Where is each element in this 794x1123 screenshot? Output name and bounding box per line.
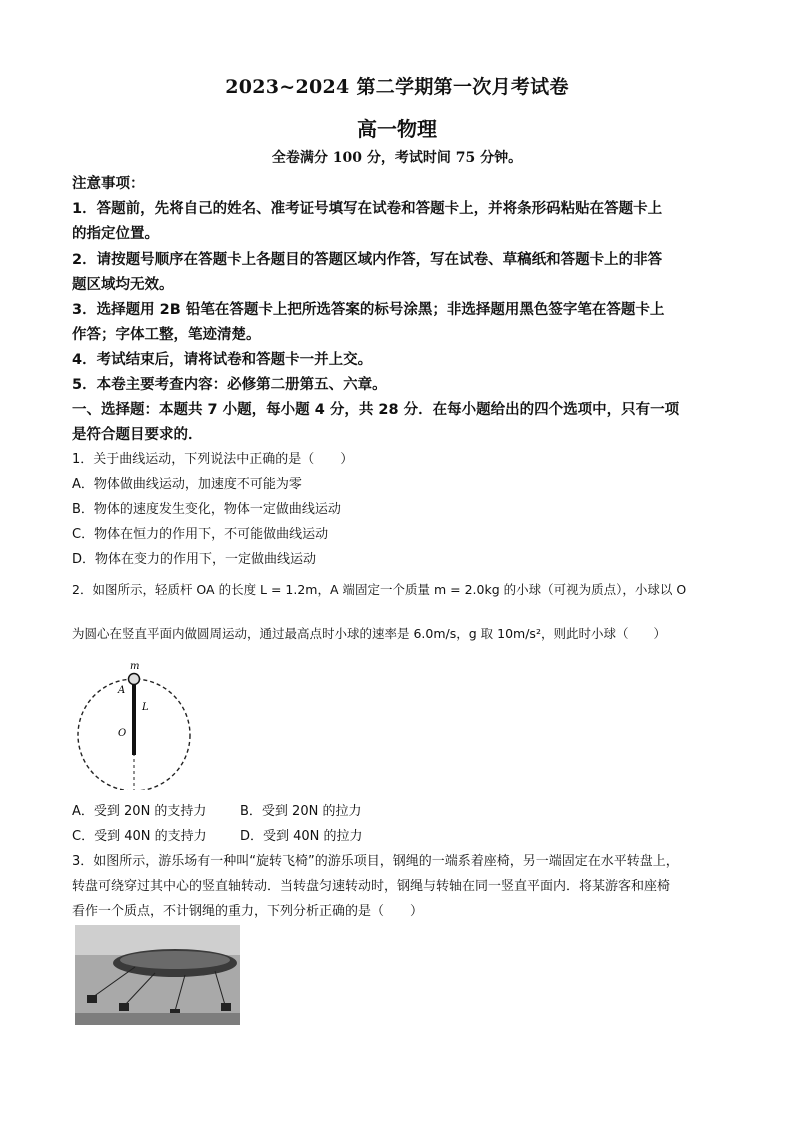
- question-3-stem-cont2: 看作一个质点，不计钢绳的重力，下列分析正确的是（ ）: [72, 904, 424, 919]
- question-2-stem: 2．如图所示，轻质杆 OA 的长度 L = 1.2m，A 端固定一个质量 m = 2.0kg 的小球（可视为质点），小球以 O: [72, 582, 687, 597]
- circular-motion-figure: [72, 660, 194, 790]
- section-heading-cont: 是符合题目要求的．: [72, 427, 203, 443]
- question-3-stem: 3．如图所示，游乐场有一种叫“旋转飞椅”的游乐项目，钢绳的一端系着座椅，另一端固定在水平转盘上，: [72, 854, 679, 869]
- label-m: m: [130, 661, 140, 672]
- question-1-option-a: A．物体做曲线运动，加速度不可能为零: [72, 477, 302, 492]
- section-heading: 一、选择题：本题共 7 小题，每小题 4 分，共 28 分．在每小题给出的四个选项中，只有一项: [72, 402, 680, 418]
- question-1-stem: 1．关于曲线运动，下列说法中正确的是（ ）: [72, 452, 354, 467]
- note-line: 题区域均无效。: [72, 277, 174, 293]
- note-line: 作答；字体工整，笔迹清楚。: [72, 327, 261, 343]
- score-time-line: 全卷满分 100 分，考试时间 75 分钟。: [271, 150, 523, 166]
- question-2-option-d: D．受到 40N 的拉力: [240, 829, 363, 844]
- swing-ride-photo: [75, 925, 240, 1025]
- label-a: A: [118, 685, 126, 696]
- question-1-option-c: C．物体在恒力的作用下，不可能做曲线运动: [72, 527, 329, 542]
- exam-title: 2023~2024 第二学期第一次月考试卷: [225, 76, 569, 98]
- label-l: L: [142, 702, 149, 713]
- note-line: 4．考试结束后，请将试卷和答题卡一并上交。: [72, 352, 373, 368]
- note-line: 的指定位置。: [72, 226, 159, 242]
- question-2-option-c: C．受到 40N 的支持力: [72, 829, 207, 844]
- notes-heading: 注意事项：: [72, 176, 145, 192]
- question-3-stem-cont: 转盘可绕穿过其中心的竖直轴转动．当转盘匀速转动时，钢绳与转轴在同一竖直平面内．将某游客和座椅: [72, 879, 671, 894]
- note-line: 3．选择题用 2B 铅笔在答题卡上把所选答案的标号涂黑；非选择题用黑色签字笔在答题卡上: [72, 302, 665, 318]
- question-1-option-d: D．物体在变力的作用下，一定做曲线运动: [72, 552, 317, 567]
- subject-title: 高一物理: [357, 117, 437, 141]
- note-line: 1．答题前，先将自己的姓名、准考证号填写在试卷和答题卡上，并将条形码粘贴在答题卡上: [72, 201, 663, 217]
- question-2-option-b: B．受到 20N 的拉力: [240, 804, 362, 819]
- note-line: 5．本卷主要考查内容：必修第二册第五、六章。: [72, 377, 387, 393]
- question-2-stem-cont: 为圆心在竖直平面内做圆周运动，通过最高点时小球的速率是 6.0m/s，g 取 10m/s²，则此时小球（ ）: [72, 626, 666, 641]
- question-1-option-b: B．物体的速度发生变化，物体一定做曲线运动: [72, 502, 341, 517]
- question-2-option-a: A．受到 20N 的支持力: [72, 804, 207, 819]
- label-o: O: [118, 728, 127, 739]
- note-line: 2．请按题号顺序在答题卡上各题目的答题区域内作答，写在试卷、草稿纸和答题卡上的非答: [72, 252, 663, 268]
